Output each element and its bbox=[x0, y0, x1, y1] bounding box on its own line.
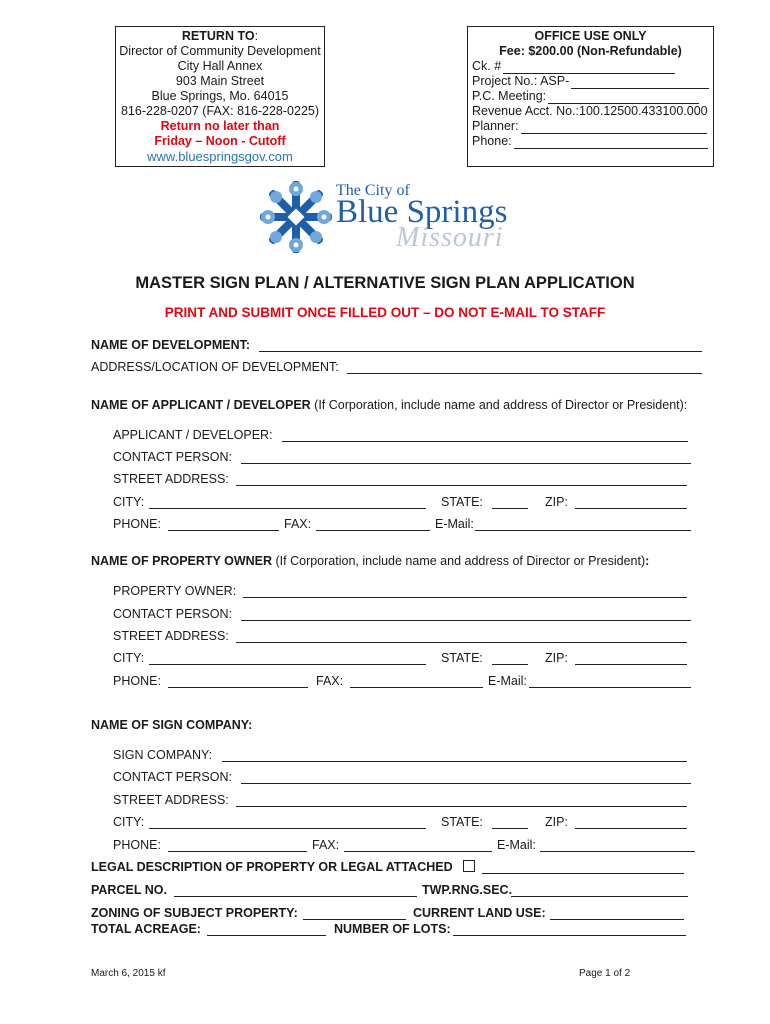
page-number: Page 1 of 2 bbox=[579, 968, 631, 979]
owner-street-label: STREET ADDRESS: bbox=[113, 629, 229, 643]
sign-company-contact-field[interactable] bbox=[241, 783, 691, 784]
sign-company-zip-label: ZIP: bbox=[545, 815, 568, 829]
sign-company-fax-field[interactable] bbox=[344, 851, 492, 852]
logo-missouri: Missouri bbox=[396, 222, 504, 253]
return-deadline-cutoff: Friday – Noon - Cutoff bbox=[154, 134, 286, 148]
sign-company-street-field[interactable] bbox=[236, 806, 687, 807]
sign-company-fax-label: FAX: bbox=[312, 838, 340, 852]
applicant-city-label: CITY: bbox=[113, 495, 145, 509]
owner-phone-field[interactable] bbox=[168, 687, 308, 688]
applicant-phone-label: PHONE: bbox=[113, 517, 161, 531]
legal-attached-checkbox[interactable] bbox=[463, 860, 475, 872]
sign-company-name-field[interactable] bbox=[222, 761, 687, 762]
zoning-field[interactable] bbox=[303, 919, 406, 920]
applicant-fax-label: FAX: bbox=[284, 517, 312, 531]
applicant-street-label: STREET ADDRESS: bbox=[113, 472, 229, 486]
owner-fax-label: FAX: bbox=[316, 674, 344, 688]
applicant-contact-field[interactable] bbox=[241, 463, 691, 464]
city-logo bbox=[256, 178, 546, 256]
applicant-email-label: E-Mail: bbox=[435, 517, 474, 531]
applicant-zip-field[interactable] bbox=[575, 508, 687, 509]
applicant-name-field[interactable] bbox=[282, 441, 688, 442]
owner-email-label: E-Mail: bbox=[488, 674, 527, 688]
office-field-project: Project No.: ASP- bbox=[472, 74, 709, 89]
form-subtitle: PRINT AND SUBMIT ONCE FILLED OUT – DO NOT E-MAIL TO STAFF bbox=[164, 305, 606, 320]
owner-contact-field[interactable] bbox=[241, 620, 691, 621]
office-field-planner: Planner: bbox=[472, 119, 707, 134]
number-of-lots-field[interactable] bbox=[453, 935, 686, 936]
owner-email-field[interactable] bbox=[529, 687, 691, 688]
development-name-label: NAME OF DEVELOPMENT: bbox=[91, 338, 251, 352]
sign-company-city-label: CITY: bbox=[113, 815, 145, 829]
fee-label: Fee: $200.00 (Non-Refundable) bbox=[499, 44, 682, 58]
owner-state-label: STATE: bbox=[441, 651, 483, 665]
applicant-phone-field[interactable] bbox=[168, 530, 279, 531]
development-address-label: ADDRESS/LOCATION OF DEVELOPMENT: bbox=[91, 360, 339, 374]
sign-company-city-field[interactable] bbox=[149, 828, 426, 829]
owner-zip-field[interactable] bbox=[575, 664, 687, 665]
sign-company-state-label: STATE: bbox=[441, 815, 483, 829]
owner-heading: NAME OF PROPERTY OWNER (If Corporation, include name and address of Director or President): bbox=[91, 554, 650, 568]
current-land-use-field[interactable] bbox=[550, 919, 684, 920]
sign-company-zip-field[interactable] bbox=[575, 828, 687, 829]
development-name-field[interactable] bbox=[259, 351, 702, 352]
current-land-use-label: CURRENT LAND USE: bbox=[413, 906, 546, 920]
footer-date: March 6, 2015 kf bbox=[91, 968, 166, 979]
zoning-label: ZONING OF SUBJECT PROPERTY: bbox=[91, 906, 298, 920]
applicant-heading: NAME OF APPLICANT / DEVELOPER (If Corporation, include name and address of Director or President): bbox=[91, 398, 688, 412]
applicant-zip-label: ZIP: bbox=[545, 495, 568, 509]
owner-name-field[interactable] bbox=[243, 597, 687, 598]
website-link[interactable]: www.bluespringsgov.com bbox=[147, 149, 293, 164]
applicant-fax-field[interactable] bbox=[316, 530, 430, 531]
owner-city-field[interactable] bbox=[149, 664, 426, 665]
owner-name-label: PROPERTY OWNER: bbox=[113, 584, 237, 598]
total-acreage-label: TOTAL ACREAGE: bbox=[91, 922, 201, 936]
office-use-box bbox=[467, 26, 714, 167]
applicant-contact-label: CONTACT PERSON: bbox=[113, 450, 232, 464]
total-acreage-field[interactable] bbox=[207, 935, 326, 936]
return-address-line: City Hall Annex bbox=[177, 59, 263, 73]
applicant-city-field[interactable] bbox=[149, 508, 426, 509]
owner-fax-field[interactable] bbox=[350, 687, 483, 688]
owner-contact-label: CONTACT PERSON: bbox=[113, 607, 232, 621]
owner-city-label: CITY: bbox=[113, 651, 145, 665]
twp-rng-sec-label: TWP.RNG.SEC. bbox=[422, 883, 513, 897]
return-address-line: 903 Main Street bbox=[175, 74, 265, 88]
parcel-number-field[interactable] bbox=[174, 896, 417, 897]
office-use-heading: OFFICE USE ONLY bbox=[534, 29, 647, 43]
sign-company-email-field[interactable] bbox=[540, 851, 695, 852]
applicant-state-label: STATE: bbox=[441, 495, 483, 509]
form-title: MASTER SIGN PLAN / ALTERNATIVE SIGN PLAN APPLICATION bbox=[135, 274, 635, 292]
return-address-line: Director of Community Development bbox=[119, 44, 321, 58]
applicant-street-field[interactable] bbox=[236, 485, 687, 486]
legal-description-field[interactable] bbox=[482, 873, 684, 874]
return-phone-line: 816-228-0207 (FAX: 816-228-0225) bbox=[120, 104, 320, 118]
sign-company-phone-field[interactable] bbox=[168, 851, 307, 852]
sign-company-state-field[interactable] bbox=[492, 828, 528, 829]
twp-rng-sec-field[interactable] bbox=[511, 896, 688, 897]
office-field-revenue: Revenue Acct. No.:100.12500.433100.000 bbox=[472, 104, 708, 118]
sign-company-heading: NAME OF SIGN COMPANY: bbox=[91, 718, 253, 732]
office-field-check: Ck. # bbox=[472, 59, 675, 74]
office-field-phone: Phone: bbox=[472, 134, 708, 149]
return-to-box bbox=[115, 26, 325, 167]
owner-state-field[interactable] bbox=[492, 664, 528, 665]
number-of-lots-label: NUMBER OF LOTS: bbox=[334, 922, 451, 936]
development-address-field[interactable] bbox=[347, 373, 702, 374]
parcel-number-label: PARCEL NO. bbox=[91, 883, 167, 897]
return-deadline: Return no later than bbox=[160, 119, 280, 133]
applicant-name-label: APPLICANT / DEVELOPER: bbox=[113, 428, 273, 442]
sign-company-street-label: STREET ADDRESS: bbox=[113, 793, 229, 807]
sign-company-email-label: E-Mail: bbox=[497, 838, 536, 852]
sign-company-name-label: SIGN COMPANY: bbox=[113, 748, 213, 762]
sign-company-phone-label: PHONE: bbox=[113, 838, 161, 852]
sign-company-contact-label: CONTACT PERSON: bbox=[113, 770, 232, 784]
logo-the-city-of: The City of bbox=[336, 182, 410, 199]
office-field-pc-meeting: P.C. Meeting: bbox=[472, 89, 699, 104]
owner-phone-label: PHONE: bbox=[113, 674, 161, 688]
owner-zip-label: ZIP: bbox=[545, 651, 568, 665]
logo-blue-springs: Blue Springs bbox=[336, 194, 508, 230]
legal-description-label: LEGAL DESCRIPTION OF PROPERTY OR LEGAL ATTACHED bbox=[91, 860, 453, 874]
owner-street-field[interactable] bbox=[236, 642, 687, 643]
return-to-heading: RETURN TO: bbox=[181, 29, 259, 43]
snowflake-emblem-icon bbox=[256, 178, 336, 256]
return-address-line: Blue Springs, Mo. 64015 bbox=[151, 89, 289, 103]
applicant-email-field[interactable] bbox=[475, 530, 691, 531]
applicant-state-field[interactable] bbox=[492, 508, 528, 509]
